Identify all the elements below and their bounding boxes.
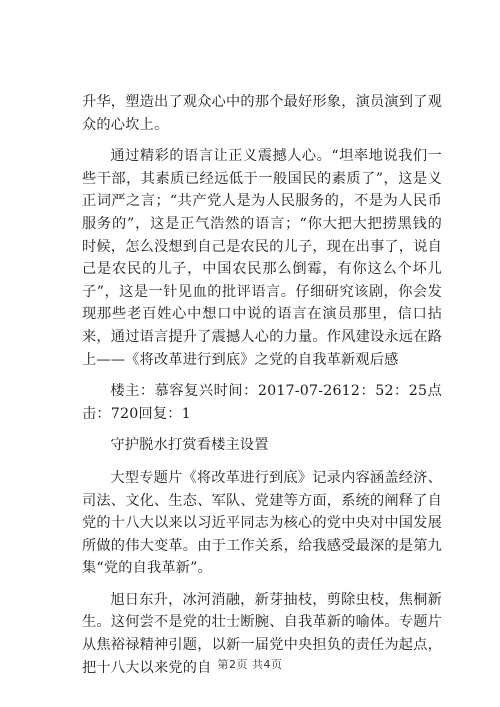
page-number-footer: 第2页 共4页 — [217, 658, 283, 671]
document-body — [82, 91, 442, 688]
paragraph-continuation: 升华，塑造出了观众心中的那个最好形象，演员演到了观众的心坎上。 — [82, 94, 442, 133]
paragraph-series-intro: 大型专题片《将改革进行到底》记录内容涵盖经济、司法、文化、生态、军队、党建等方面，系统的阐释了自党的十八大以来以习近平同志为核心的党中央对中国发展所做的伟大变革。由于工作关系，给我感受最深的是第九集“党的自我革新”。 — [82, 469, 442, 577]
paragraph-self-reform: 旭日东升，冰河消融，新芽抽枝，剪除虫枝，焦桐新生。这何尝不是党的壮士断腕、自我革新的喻体。专题片从焦裕禄精神引题，以新一届党中央担负的责任为起点，把十八大以来党的自 — [82, 591, 442, 676]
paragraph-post-meta: 楼主：慕容复兴时间：2017-07-2612：52：25点击：720回复：1 — [82, 383, 442, 422]
paragraph-post-actions: 守护脱水打赏看楼主设置 — [110, 437, 269, 454]
paragraph-language-impact: 通过精彩的语言让正义震撼人心。“坦率地说我们一些干部，其素质已经远低于一般国民的素质了”，这是义正词严之言；“共产党人是为人民服务的，不是为人民币服务的”，这是正气浩然的语言；“你大把大把捞黑钱的时候，怎么没想到自己是农民的儿子，现在出事了，说自己是农民的儿子，中国农民那么倒霉，有你这么个坏儿子”，这是一针见血的批评语言。仔细研究该剧，你会发现那些老百姓心中想口中说的语言在演员那里，信口拈来，通过语言提升了震撼人心的力量。作风建设永远在路上——《将改革进行到底》之党的自我革新观后感 — [82, 148, 442, 368]
